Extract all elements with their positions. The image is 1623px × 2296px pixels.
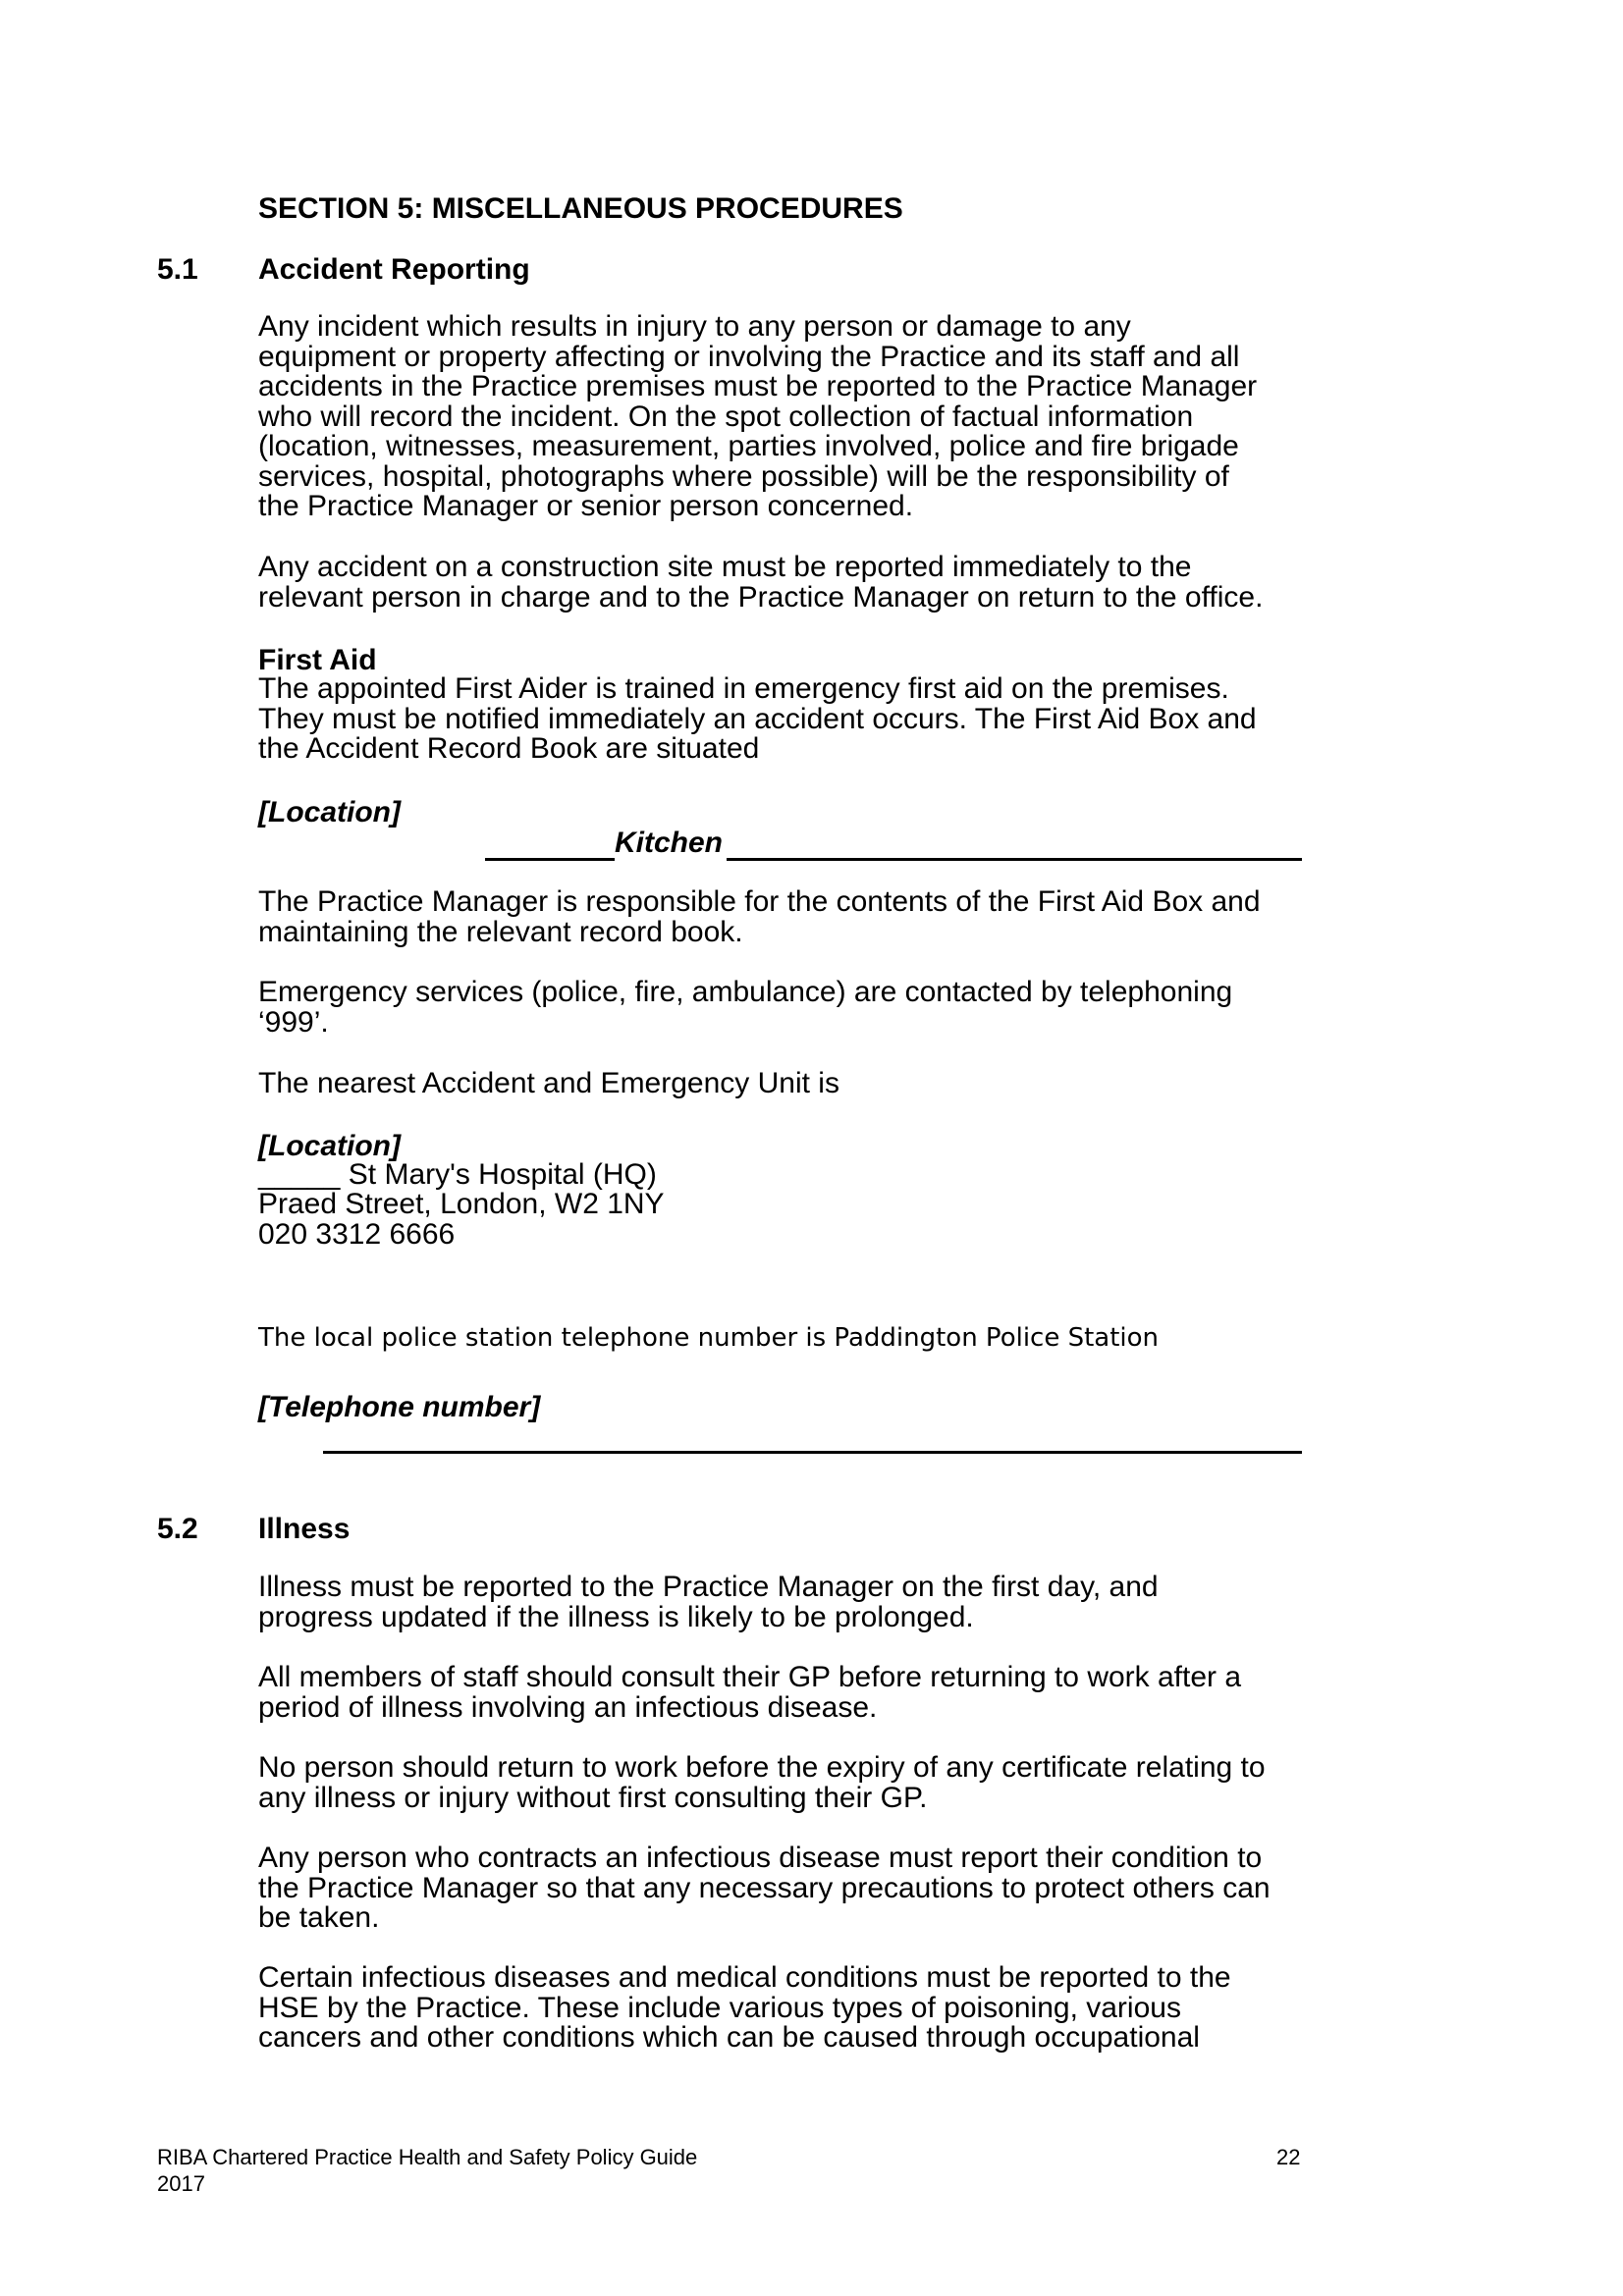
paragraph-accident-1: Any incident which results in injury to any person or damage to any equipment or property affecting or involving the Practice and its staff and all accidents in the Practice premises must be reported to the Practice Manager who will record the incident. On the spot collection of factual information (location, witnesses, measurement, parties involved, police and fire brigade services, hospital, photographs where possible) will be the responsibility of the Practice Manager or senior person concerned. [258,310,1258,522]
section-title: SECTION 5: MISCELLANEOUS PROCEDURES [258,192,903,225]
paragraph-nearest-unit: The nearest Accident and Emergency Unit is [258,1067,839,1099]
paragraph-first-aid-box: The Practice Manager is responsible for the contents of the First Aid Box and maintaining the relevant record book. [258,885,1261,948]
hospital-prefix: _____ [258,1158,341,1191]
section-number-5-1: 5.1 [157,253,198,286]
telephone-label: [Telephone number] [258,1391,541,1423]
paragraph-accident-2: Any accident on a construction site must be reported immediately to the relevant person in charge and to the Practice Manager on return to the office. [258,551,1264,614]
blank-line-right [727,858,1302,861]
paragraph-first-aid: The appointed First Aider is trained in emergency first aid on the premises. They must be notified immediately an accident occurs. The First Aid Box and the Accident Record Book are situated [258,672,1257,765]
heading-first-aid: First Aid [258,644,377,676]
paragraph-emergency-services: Emergency services (police, fire, ambulance) are contacted by telephoning ‘999’. [258,976,1233,1039]
telephone-blank-line [323,1451,1302,1454]
paragraph-illness-4: Any person who contracts an infectious disease must report their condition to the Practice Manager so that any necessary precautions to protect others can be taken. [258,1842,1271,1934]
location-label-2: [Location] [258,1130,401,1162]
hospital-name: St Mary's Hospital (HQ) [340,1158,657,1191]
page-number: 22 [1276,2145,1301,2169]
hospital-phone: 020 3312 6666 [258,1218,456,1251]
hospital-address: Praed Street, London, W2 1NY [258,1188,665,1220]
location-label-1: [Location] [258,796,401,828]
blank-line-left [485,858,615,861]
hospital-line [258,1160,657,1191]
paragraph-illness-3: No person should return to work before the expiry of any certificate relating to any illness or injury without first consulting their GP. [258,1751,1266,1814]
police-station-text: The local police station telephone number is Paddington Police Station [258,1323,1160,1353]
paragraph-illness-5: Certain infectious diseases and medical conditions must be reported to the HSE by the Practice. These include various types of poisoning, various cancers and other conditions which can be caused through occupational [258,1961,1231,2054]
heading-illness: Illness [258,1513,351,1545]
paragraph-illness-1: Illness must be reported to the Practice Manager on the first day, and progress updated if the illness is likely to be prolonged. [258,1571,1159,1633]
section-number-5-2: 5.2 [157,1513,198,1545]
paragraph-illness-2: All members of staff should consult their GP before returning to work after a period of illness involving an infectious disease. [258,1661,1242,1724]
location-value-kitchen: Kitchen [615,827,724,859]
footer-title: RIBA Chartered Practice Health and Safety Policy Guide 2017 [157,2145,698,2196]
heading-accident-reporting: Accident Reporting [258,253,530,286]
